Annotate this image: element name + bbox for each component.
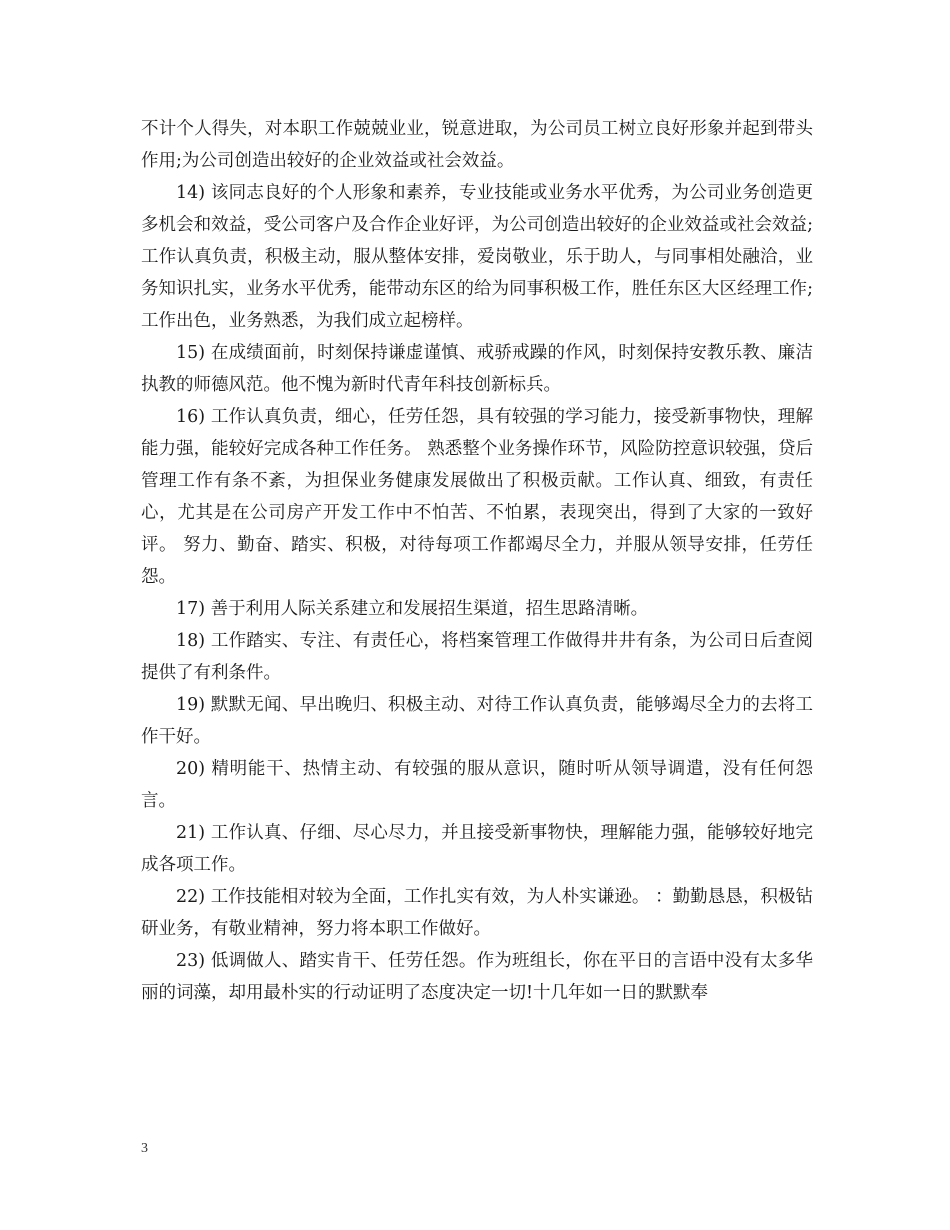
paragraph-item-23: 23) 低调做人、踏实肯干、任劳任怨。作为班组长，你在平日的言语中没有太多华丽的词藻，却用最朴实的行动证明了态度决定一切!十几年如一日的默默奉 [141, 951, 813, 1003]
paragraph-item-22: 22) 工作技能相对较为全面，工作扎实有效，为人朴实谦逊。 ：勤勤恳恳，积极钻研业务，有敬业精神，努力将本职工作做好。 [141, 887, 813, 939]
paragraph-item-15: 15) 在成绩面前，时刻保持谦虚谨慎、戒骄戒躁的作风，时刻保持安教乐教、廉洁执教的师德风范。他不愧为新时代青年科技创新标兵。 [141, 343, 813, 395]
body-text [141, 113, 813, 1009]
paragraph-item-14: 14) 该同志良好的个人形象和素养，专业技能或业务水平优秀，为公司业务创造更多机会和效益，受公司客户及合作企业好评，为公司创造出较好的企业效益或社会效益;工作认真负责，积极主动，服从整体安排，爱岗敬业，乐于助人，与同事相处融洽，业务知识扎实，业务水平优秀，能带动东区的给为同事积极工作，胜任东区大区经理工作;工作出色，业务熟悉，为我们成立起榜样。 [141, 183, 813, 331]
paragraph-item-16: 16) 工作认真负责，细心，任劳任怨，具有较强的学习能力，接受新事物快，理解能力强，能较好完成各种工作任务。 熟悉整个业务操作环节，风险防控意识较强，贷后管理工作有条不紊，为担保业务健康发展做出了积极贡献。工作认真、细致，有责任心，尤其是在公司房产开发工作中不怕苦、不怕累，表现突出，得到了大家的一致好评。 努力、勤奋、踏实、积极，对待每项工作都竭尽全力，并服从领导安排，任劳任怨。 [141, 407, 813, 587]
paragraph-continuation: 不计个人得失，对本职工作兢兢业业，锐意进取，为公司员工树立良好形象并起到带头作用;为公司创造出较好的企业效益或社会效益。 [141, 119, 813, 171]
paragraph-item-19: 19) 默默无闻、早出晚归、积极主动、对待工作认真负责，能够竭尽全力的去将工作干好。 [141, 695, 813, 747]
paragraph-item-20: 20) 精明能干、热情主动、有较强的服从意识，随时听从领导调遣，没有任何怨言。 [141, 759, 813, 811]
paragraph-item-18: 18) 工作踏实、专注、有责任心，将档案管理工作做得井井有条，为公司日后查阅提供了有利条件。 [141, 631, 813, 683]
paragraph-item-21: 21) 工作认真、仔细、尽心尽力，并且接受新事物快，理解能力强，能够较好地完成各项工作。 [141, 823, 813, 875]
page-number: 3 [141, 1141, 148, 1156]
paragraph-item-17: 17) 善于利用人际关系建立和发展招生渠道，招生思路清晰。 [176, 599, 649, 619]
